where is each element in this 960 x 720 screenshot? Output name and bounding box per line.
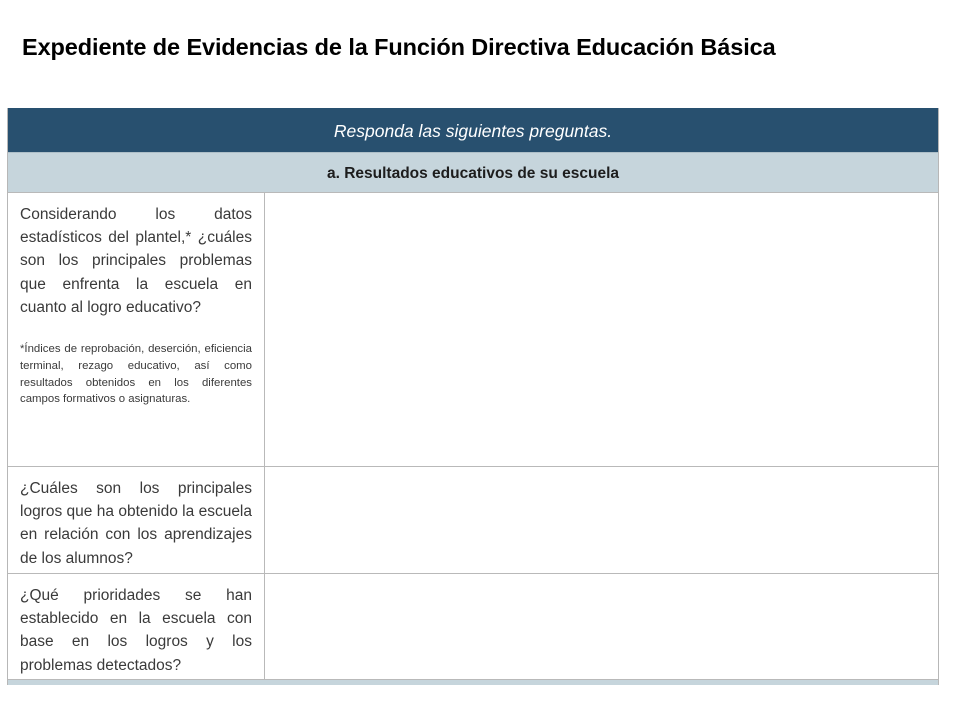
form-footer-strip [8, 679, 938, 685]
question-cell [8, 574, 265, 680]
page-title: Expediente de Evidencias de la Función Directiva Educación Básica [22, 34, 776, 60]
question-footnote: *Índices de reprobación, deserción, eficiencia terminal, rezago educativo, así como resultados obtenidos en los diferentes campos formativos o asignaturas. [20, 343, 252, 406]
question-row [8, 192, 938, 466]
question-row [8, 466, 938, 573]
form-header: Responda las siguientes preguntas. [8, 108, 938, 152]
question-row [8, 573, 938, 680]
question-text: ¿Cuáles son los principales logros que ha obtenido la escuela en relación con los aprendizajes de los alumnos? [20, 480, 252, 567]
question-cell [8, 467, 265, 573]
section-title: a. Resultados educativos de su escuela [8, 152, 938, 192]
answer-field[interactable] [265, 574, 938, 680]
questionnaire-form [7, 108, 939, 685]
question-text: Considerando los datos estadísticos del plantel,* ¿cuáles son los principales problemas que enfrenta la escuela en cuanto al logro educativo? [20, 206, 252, 316]
answer-field[interactable] [265, 467, 938, 573]
answer-field[interactable] [265, 193, 938, 466]
question-text: ¿Qué prioridades se han establecido en la escuela con base en los logros y los problemas detectados? [20, 587, 252, 674]
question-cell [8, 193, 265, 466]
